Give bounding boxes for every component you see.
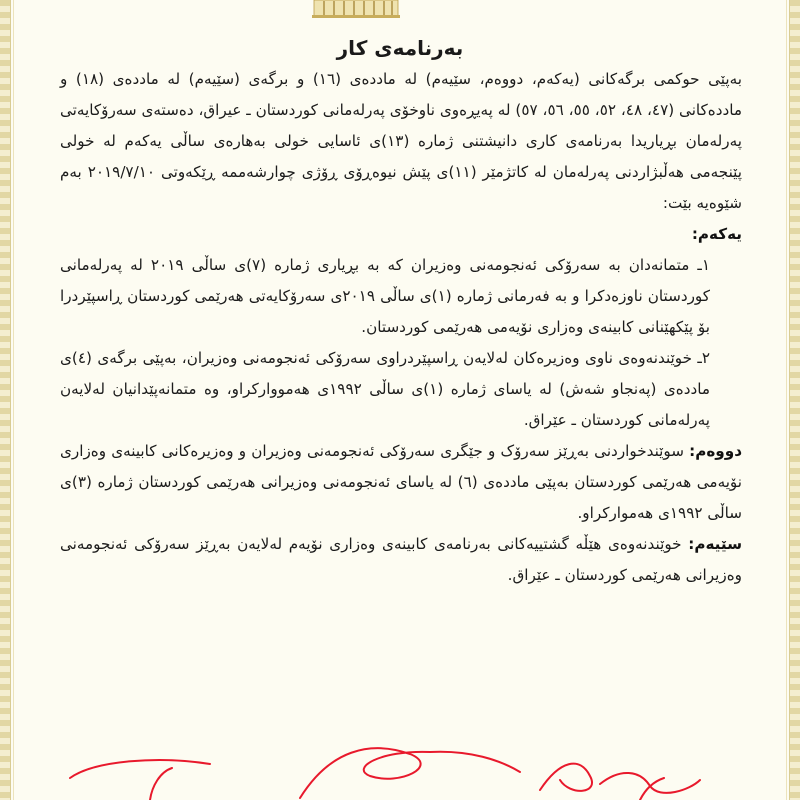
section-three-text: خوێندنەوەی هێڵە گشتییەکانی بەرنامەی کابینەی وەزاری نۆیەم لەلایەن بەڕێز سەرۆکی ئەنجومەنی وەزیرانی هەرێمی کوردستان ـ عێراق. [60, 535, 742, 584]
section-heading: سێیەم: [688, 535, 742, 553]
section-three [60, 529, 742, 591]
intro-paragraph: بەپێی حوکمی برگەکانی (یەکەم، دووەم، سێیەم) لە ماددەی (١٦) و برگەی (سێیەم) لە ماددەی (١٨) و ماددەکانی (٤٧، ٤٨، ٥٢، ٥٥، ٥٦، ٥٧) لە پەیڕەوی ناوخۆی پەرلەمانی کوردستان ـ عیراق، دەستەی سەرۆکایەتی پەرلەمان بڕیاریدا بەرنامەی کاری دانیشتنی ژمارە (١٣)ی ئاسایی خولی بەهارەی ساڵی یەکەم لە خولی پێنجەمی هەڵبژاردنی پەرلەمان لە کاتژمێر (١١)ی پێش نیوەڕۆی ڕۆژی چوارشەممە ڕێکەوتی ٢٠١٩/٧/١٠ بەم شێوەیە بێت: [60, 70, 743, 212]
section-two [60, 436, 742, 529]
handwritten-signature [0, 720, 800, 800]
decorative-border-left [0, 0, 11, 800]
section-one-item-1: ١ـ متمانەدان بە سەرۆکی ئەنجومەنی وەزیران کە بە بڕیاری ژمارە (٧)ی ساڵی ٢٠١٩ لە پەرلەمانی کوردستان ناوزەدکرا و بە فەرمانی ژمارە (١)ی ساڵی ٢٠١٩ی سەرۆکایەتی هەرێمی کوردستان ڕاسپێردرا بۆ پێکهێنانی کابینەی وەزاری نۆیەمی هەرێمی کوردستان. [60, 256, 711, 336]
section-heading: دووەم: [689, 442, 742, 460]
decorative-border-right [789, 0, 800, 800]
parliament-emblem-icon [306, 0, 406, 18]
document-body [60, 64, 742, 591]
section-two-text: سوێندخواردنی بەڕێز سەرۆک و جێگری سەرۆکی ئەنجومەنی وەزیران و وەزیرەکانی کابینەی وەزاری نۆیەمی هەرێمی کوردستان بەپێی ماددەی (٦) لە یاسای ئەنجومەنی وەزیرانی هەرێمی کوردستان ژمارە (٣)ی ساڵی ١٩٩٢ی هەموارکراو. [60, 442, 743, 522]
section-one-item-2: ٢ـ خوێندنەوەی ناوی وەزیرەکان لەلایەن ڕاسپێردراوی سەرۆکی ئەنجومەنی وەزیران، بەپێی برگەی (٤)ی ماددەی (پەنجاو شەش) لە یاسای ژمارە (١)ی ساڵی ١٩٩٢ی هەمووارکراو، وە متمانەپێدانیان لەلایەن پەرلەمانی کوردستان ـ عێراق. [60, 349, 710, 429]
document-title: بەرنامەی کار [336, 36, 464, 60]
section-heading: یەکەم: [691, 225, 742, 243]
section-one-heading [60, 219, 742, 250]
